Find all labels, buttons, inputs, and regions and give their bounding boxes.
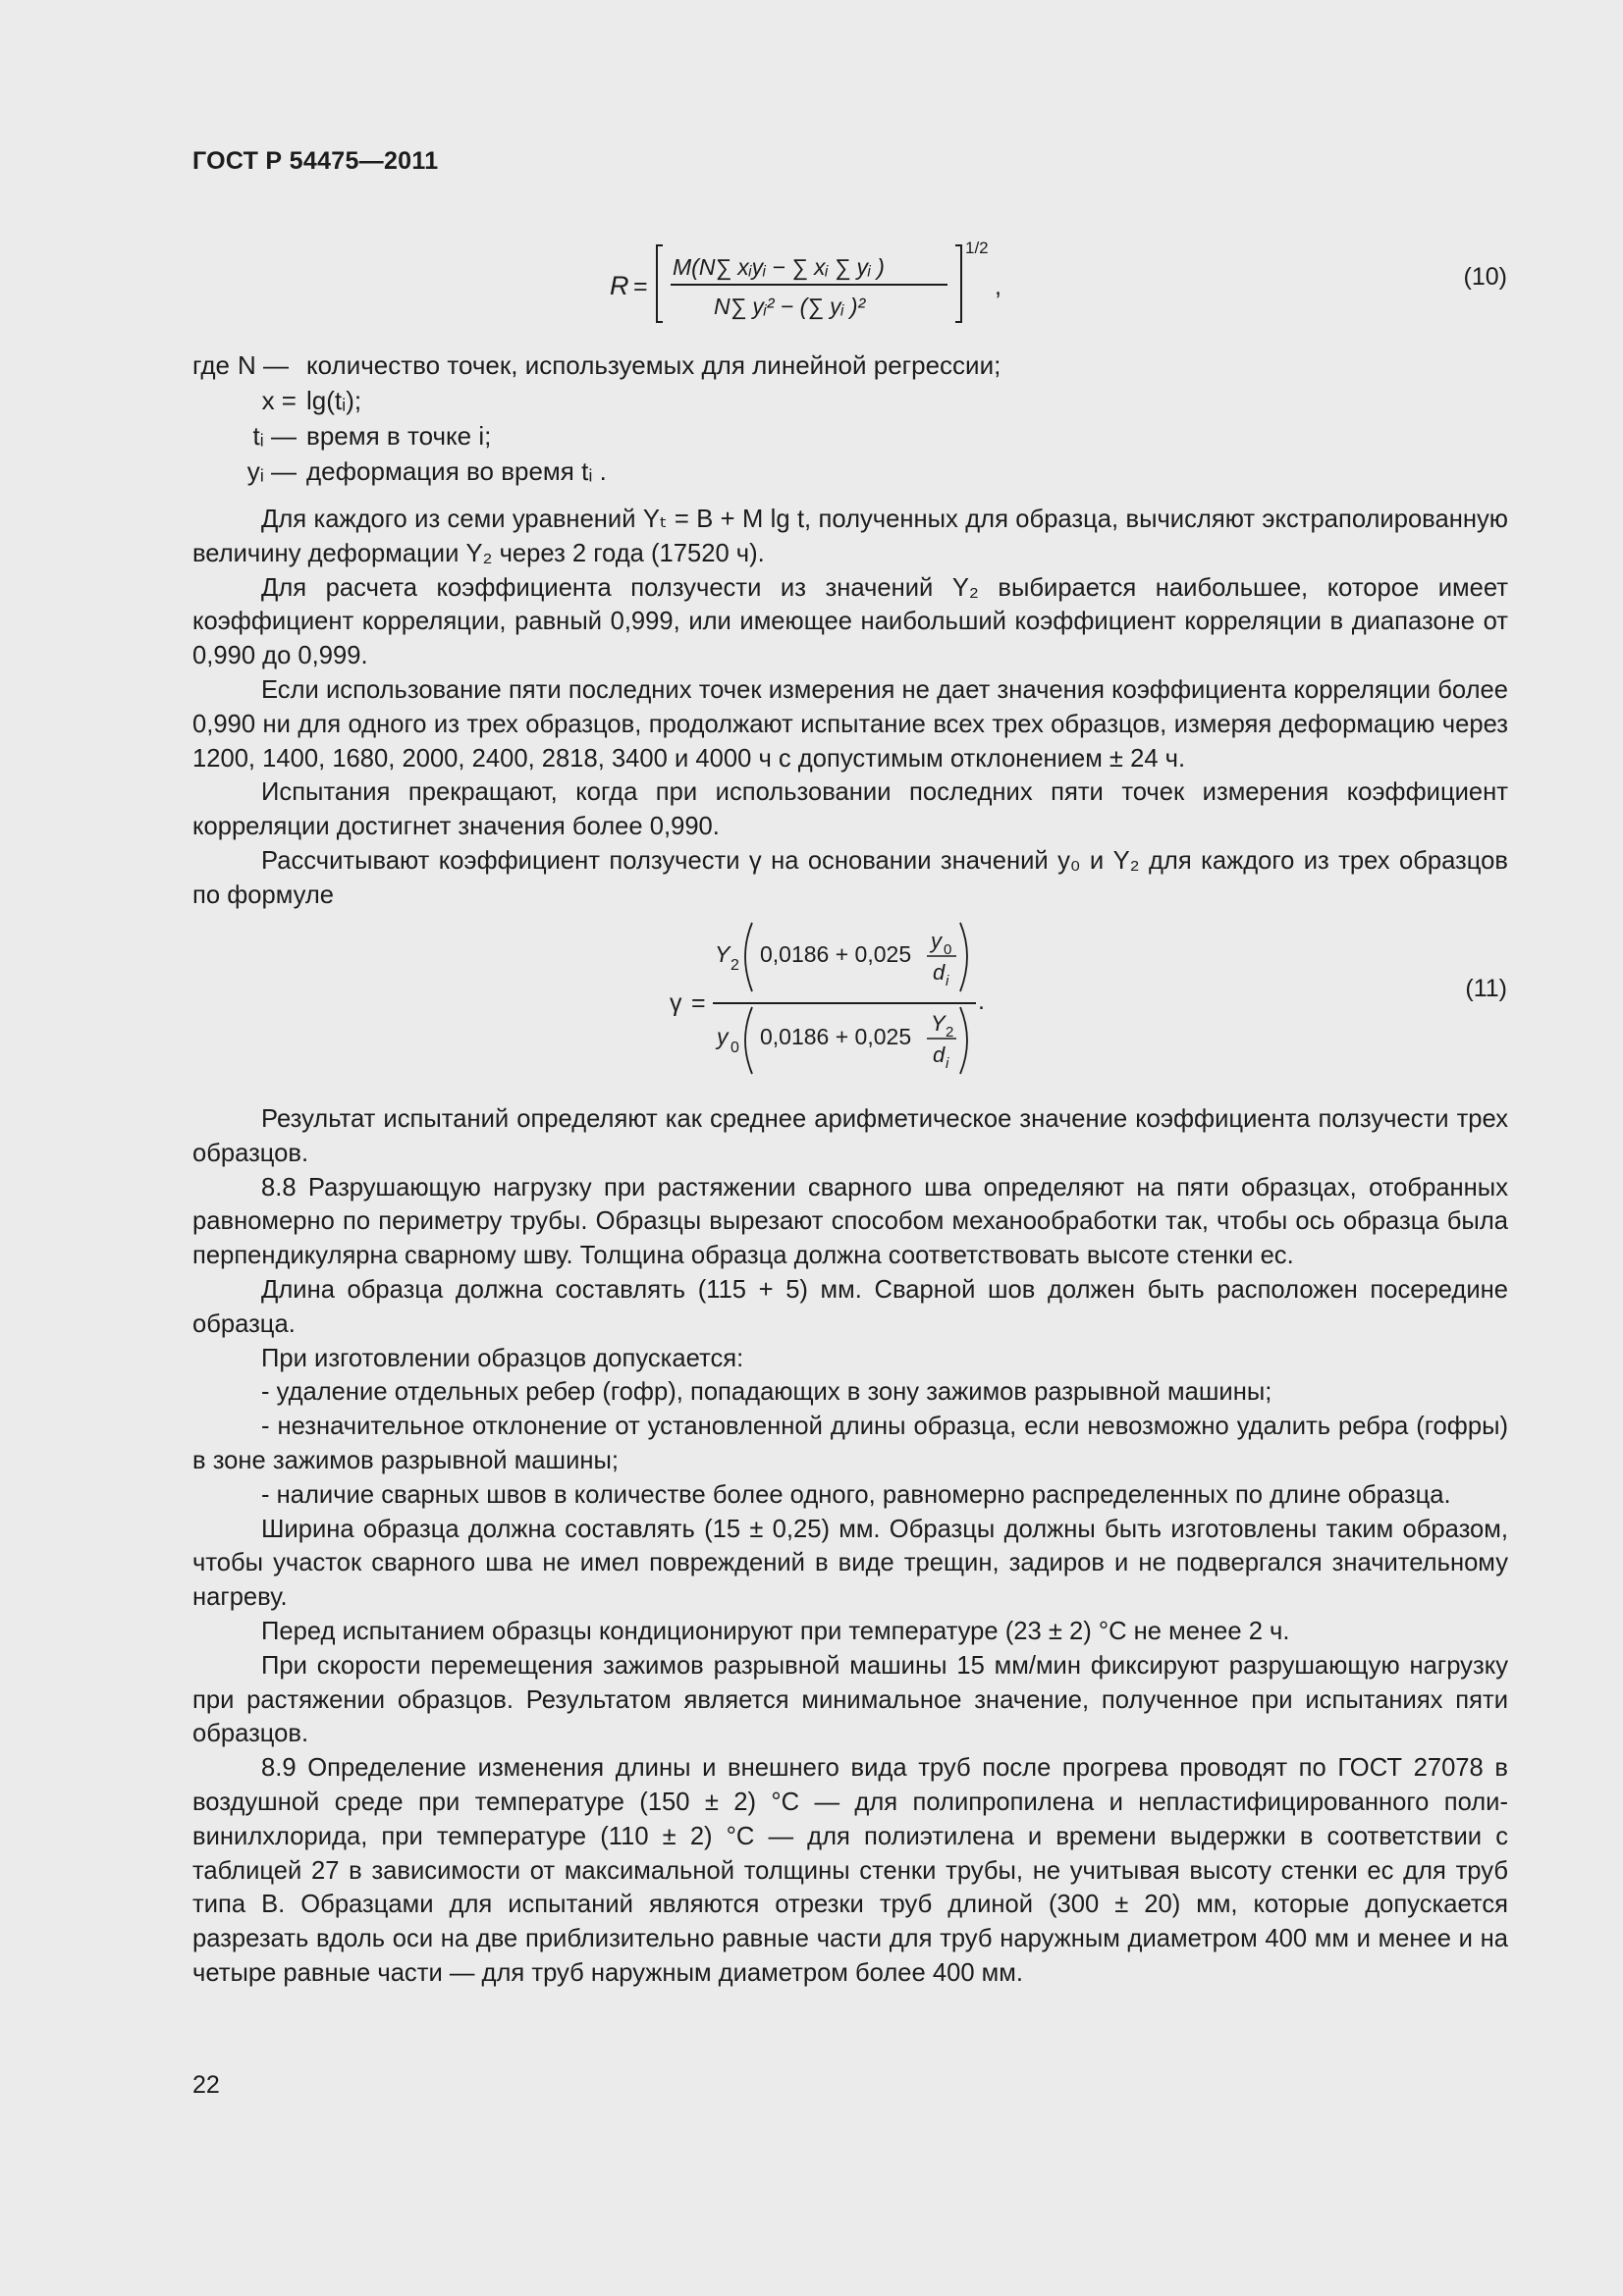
den-frac-top: Y	[931, 1011, 946, 1036]
num-frac-bot-sub: i	[946, 973, 949, 989]
equation-number-11: (11)	[1465, 975, 1507, 1002]
paragraph: Ширина образца должна составлять (15 ± 0,25) мм. Образцы должны быть изготовлены таким образом, чтобы участок сварного шва не имел повреждений в виде трещин, задиров и не подвергался значительному нагреву.	[192, 1515, 1508, 1612]
body-section-b	[192, 1102, 1508, 1991]
body-section-a	[192, 503, 1508, 913]
formula-10-lhs: R	[610, 271, 629, 300]
paragraph: Рассчитывают коэффициент ползучести γ на основании значений y₀ и Y₂ для каждого из трех образцов по формуле	[192, 846, 1508, 909]
formula-11-lhs: γ	[670, 989, 682, 1017]
num-const: 0,0186 + 0,025	[760, 941, 912, 967]
document-header: ГОСТ Р 54475—2011	[192, 147, 439, 175]
where-symbol: x =	[261, 386, 297, 415]
formula-10-numerator: M(N∑ xᵢyᵢ − ∑ xᵢ ∑ yᵢ )	[673, 254, 885, 280]
num-lead-sub: 2	[730, 957, 739, 974]
where-text: lg(tᵢ);	[306, 386, 362, 415]
den-lead-sub: 0	[730, 1040, 739, 1056]
paragraph: 8.9 Определение изменения длины и внешнего вида труб после прогрева проводят по ГОСТ 27078 в воздушной среде при температуре (150 ± 2) °С — для полипропилена и непластифицированного поливинилхлорида, при температуре (110 ± 2) °С — для полиэтилена и времени выдержки в соответствии с таблицей 27 в зависимости от максимальной толщины стенки трубы, не учитывая высоту стенки eс для труб типа В. Образцами для испытаний являются отрезки труб длиной (300 ± 20) мм, которые допускается разрезать вдоль оси на две приблизительно равные части для труб наружным диаметром 400 мм и менее и на четыре равные части — для труб наружным диаметром более 400 мм.	[192, 1754, 1508, 1987]
where-text: деформация во время tᵢ .	[306, 456, 607, 486]
formula-11-equals: =	[691, 989, 706, 1017]
paren-right-num	[960, 923, 967, 991]
paren-left-den	[745, 1007, 752, 1074]
left-bracket	[657, 245, 663, 322]
where-symbol: yᵢ —	[246, 456, 297, 486]
where-lead: где	[192, 350, 230, 380]
list-item: - наличие сварных швов в количестве более одного, равномерно распределенных по длине образца.	[261, 1480, 1451, 1509]
formula-11-svg	[666, 915, 1000, 1082]
den-frac-top-sub: 2	[946, 1024, 954, 1041]
paragraph: Длина образца должна составлять (115 + 5) мм. Сварной шов должен быть расположен посередине образца.	[192, 1275, 1508, 1338]
where-symbol: tᵢ —	[252, 421, 297, 451]
num-frac-bot: d	[933, 960, 946, 985]
formula-10-trail: ,	[995, 273, 1001, 300]
paragraph: Результат испытаний определяют как среднее арифметическое значение коэффициента ползучести трех образцов.	[192, 1105, 1508, 1167]
den-const: 0,0186 + 0,025	[760, 1024, 912, 1049]
formula-11	[666, 915, 1000, 1089]
paragraph: Перед испытанием образцы кондиционируют при температуре (23 ± 2) °С не менее 2 ч.	[261, 1617, 1290, 1645]
paragraph: При скорости перемещения зажимов разрывной машины 15 мм/мин фиксируют разрушающую нагрузку при растяжении образцов. Результатом является минимальное значение, полученное при испытаниях пяти образцов.	[192, 1651, 1508, 1748]
formula-10	[604, 234, 1016, 339]
paragraph: Для расчета коэффициента ползучести из значений Y₂ выбирается наибольшее, которое имеет коэффициент корреляции, равный 0,999, или имеющее наибольший коэффициент корреляции в диапазоне от 0,990 до 0,999.	[192, 573, 1508, 670]
formula-11-trail: .	[978, 988, 985, 1015]
den-frac-bot-sub: i	[946, 1055, 949, 1072]
formula-10-exponent: 1/2	[965, 239, 989, 257]
paragraph: Испытания прекращают, когда при использовании последних пяти точек измерения коэффициент корреляции достигнет значения более 0,990.	[192, 778, 1508, 841]
paragraph: 8.8 Разрушающую нагрузку при растяжении сварного шва определяют на пяти образцах, отобранных равномерно по периметру трубы. Образцы вырезают способом механообработки так, чтобы ось образца была перпендикулярна сварному шву. Толщина образца должна соответствовать высоте стенки eс.	[192, 1173, 1508, 1270]
den-lead: y	[717, 1024, 729, 1049]
where-text: время в точке i;	[306, 421, 492, 451]
list-item: - незначительное отклонение от установленной длины образца, если невозможно удалить ребра (гофры) в зоне зажимов разрывной машины;	[192, 1413, 1508, 1474]
paren-right-den	[960, 1007, 967, 1074]
list-item: - удаление отдельных ребер (гофр), попадающих в зону зажимов разрывной машины;	[261, 1378, 1272, 1407]
num-lead: Y	[715, 941, 730, 967]
formula-10-svg	[604, 234, 1016, 332]
paragraph: Для каждого из семи уравнений Yₜ = B + M lg t, полученных для образца, вычисляют экстраполированную величину деформации Y₂ через 2 года (17520 ч).	[192, 506, 1508, 567]
where-symbol: N —	[238, 350, 289, 380]
paragraph: Если использование пяти последних точек измерения не дает значения коэффициента корреляции более 0,990 ни для одного из трех образцов, продолжают испытание всех трех образцов, измеряя деформацию через 1200, 1400, 1680, 2000, 2400, 2818, 3400 и 4000 ч с допустимым отклонением ± 24 ч.	[192, 675, 1508, 773]
right-bracket	[955, 245, 961, 322]
num-frac-top-sub: 0	[944, 941, 952, 958]
num-frac-top: y	[931, 929, 942, 953]
formula-10-denominator: N∑ yᵢ² − (∑ yᵢ )²	[714, 294, 866, 319]
where-text: количество точек, используемых для линейной регрессии;	[306, 350, 1001, 380]
equation-number-10: (10)	[1463, 263, 1507, 291]
page-number: 22	[192, 2071, 220, 2099]
paren-left-num	[745, 923, 752, 991]
paragraph: При изготовлении образцов допускается:	[261, 1344, 744, 1372]
den-frac-bot: d	[933, 1042, 946, 1067]
formula-10-equals: =	[633, 273, 648, 300]
